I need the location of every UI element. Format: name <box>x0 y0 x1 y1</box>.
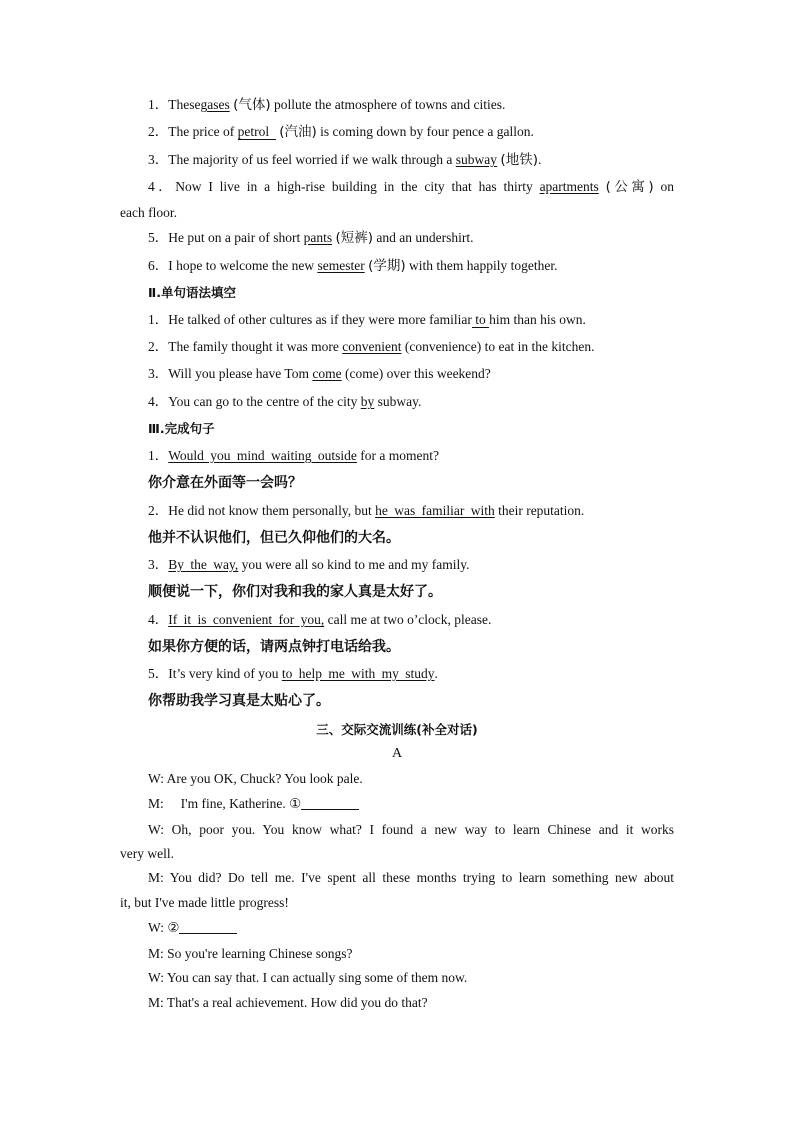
dialogue-line-8: M: That's a real achievement. How did you do that? <box>148 995 428 1010</box>
answer: come <box>312 366 342 381</box>
sentence-item-1: 1．Would you mind waiting outside for a moment? <box>148 448 440 463</box>
vocab-item-1: 1．Thesegases (气体) pollute the atmosphere of towns and cities. <box>148 97 506 113</box>
dialogue-line-2: M: I'm fine, Katherine. ① <box>148 795 704 813</box>
answer: he was familiar with <box>375 503 495 518</box>
vocab-item-4: 4．Now I live in a high-rise building in the city that has thirty apartments (公寓) on <box>148 179 674 195</box>
answer: to <box>472 312 489 328</box>
dialogue-line-3-cont: very well. <box>120 846 174 861</box>
section-title-dialogue: 三、交际交流训练(补全对话) <box>316 722 478 737</box>
vocab-item-5: 5．He put on a pair of short pants (短裤) and an undershirt. <box>148 230 474 246</box>
answer: apartments <box>539 179 599 194</box>
dialogue-line-5: W: ② <box>148 919 704 937</box>
sentence-item-2: 2．He did not know them personally, but he was familiar with their reputation. <box>148 503 585 518</box>
answer: By the way, <box>168 557 239 572</box>
dialogue-label: A <box>391 746 403 761</box>
dialogue-line-3: W: Oh, poor you. You know what? I found a new way to learn Chinese and it works <box>148 822 675 837</box>
grammar-item-1: 1．He talked of other cultures as if they were more familiar to him than his own. <box>148 312 586 327</box>
blank-1[interactable] <box>301 796 359 810</box>
section-heading-sentences: Ⅲ.完成句子 <box>148 421 215 436</box>
answer: convenient <box>342 339 402 354</box>
dialogue-line-7: W: You can say that. I can actually sing some of them now. <box>148 970 468 985</box>
sentence-translation-5: 你帮助我学习真是太贴心了。 <box>148 693 330 709</box>
grammar-item-3: 3．Will you please have Tom come (come) over this weekend? <box>148 366 491 381</box>
sentence-item-5: 5．It’s very kind of you to help me with my study. <box>148 666 438 681</box>
grammar-item-2: 2．The family thought it was more convenient (convenience) to eat in the kitchen. <box>148 339 595 354</box>
sentence-translation-1: 你介意在外面等一会吗？ <box>148 475 302 491</box>
dialogue-line-4-cont: it, but I've made little progress! <box>120 895 289 910</box>
answer: to help me with my study <box>281 666 435 681</box>
answer: pants <box>303 230 333 245</box>
dialogue-line-6: M: So you're learning Chinese songs? <box>148 946 353 961</box>
sentence-item-4: 4．If it is convenient for you, call me at two o’clock, please. <box>148 612 492 627</box>
sentence-translation-3: 顺便说一下，你们对我和我的家人真是太好了。 <box>148 584 442 600</box>
section-heading-grammar: Ⅱ.单句语法填空 <box>148 285 236 300</box>
answer: semester <box>317 258 365 273</box>
answer: If it is convenient for you, <box>168 612 325 627</box>
vocab-item-6: 6．I hope to welcome the new semester (学期) with them happily together. <box>148 258 558 274</box>
answer: gases <box>200 97 230 112</box>
vocab-item-2: 2．The price of petrol (汽油) is coming down by four pence a gallon. <box>148 124 534 140</box>
grammar-item-4: 4．You can go to the centre of the city by subway. <box>148 394 422 409</box>
sentence-translation-2: 他并不认识他们，但已久仰他们的大名。 <box>148 530 400 546</box>
answer: subway <box>455 152 498 167</box>
sentence-item-3: 3．By the way, you were all so kind to me and my family. <box>148 557 470 572</box>
dialogue-line-1: W: Are you OK, Chuck? You look pale. <box>148 771 363 786</box>
blank-2[interactable] <box>179 920 237 934</box>
vocab-item-3: 3．The majority of us feel worried if we walk through a subway (地铁). <box>148 152 542 168</box>
sentence-translation-4: 如果你方便的话，请两点钟打电话给我。 <box>148 639 400 655</box>
vocab-item-4-cont: each floor. <box>120 205 177 220</box>
dialogue-line-4: M: You did? Do tell me. I've spent all these months trying to learn something new about <box>148 870 674 885</box>
answer: petrol <box>238 124 276 140</box>
answer: by <box>360 394 375 409</box>
answer: Would you mind waiting outside <box>168 448 357 463</box>
